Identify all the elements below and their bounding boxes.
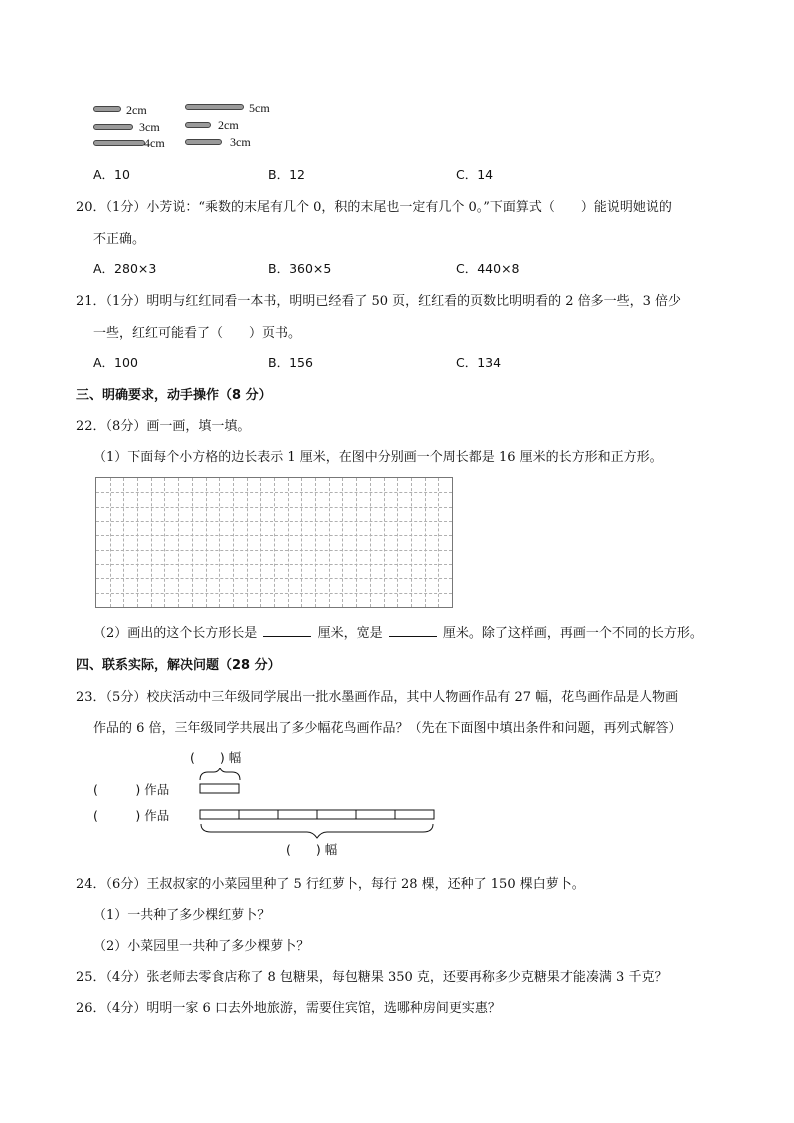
diagram-row1-bar: [199, 782, 241, 796]
section-heading-3: 三、明确要求，动手操作（8 分）: [76, 388, 272, 403]
grid-line: [342, 478, 343, 607]
grid-line: [219, 478, 220, 607]
segment-label: 5cm: [249, 101, 270, 115]
grid-line: [178, 478, 179, 607]
grid-line: [164, 478, 165, 607]
q22-sub2: （2）画出的这个长方形长是 厘米，宽是 厘米。除了这样画，再画一个不同的长方形。: [93, 626, 703, 641]
grid-line: [397, 478, 398, 607]
q20-option-c: C．440×8: [456, 261, 520, 276]
diagram-segment: [200, 784, 239, 793]
grid-line: [260, 478, 261, 607]
diagram-segment: [278, 810, 317, 819]
section-heading-4: 四、联系实际，解决问题（28 分）: [76, 658, 281, 673]
grid-line: [438, 478, 439, 607]
diagram-bottom-brace: [199, 822, 435, 840]
square-grid: [95, 477, 453, 608]
q20-text-cont: 不正确。: [93, 232, 146, 247]
grid-line: [96, 507, 452, 508]
segment-label: 2cm: [126, 103, 147, 117]
segment-label: 4cm: [144, 136, 165, 150]
q21-option-c: C．134: [456, 355, 502, 370]
q21-option-b: B．156: [268, 355, 313, 370]
segment-bar: [185, 104, 244, 110]
grid-line: [96, 535, 452, 536]
answer-blank-width[interactable]: [389, 624, 437, 637]
diagram-row2-bar: [199, 808, 435, 822]
segment-bar: [93, 124, 133, 130]
diagram-segment: [200, 810, 239, 819]
grid-line: [288, 478, 289, 607]
segment-bar: [185, 122, 211, 128]
grid-line: [329, 478, 330, 607]
diagram-top-brace: [196, 768, 244, 782]
grid-line: [96, 521, 452, 522]
q19-option-a: A．10: [93, 167, 130, 182]
grid-line: [411, 478, 412, 607]
answer-blank-length[interactable]: [263, 624, 311, 637]
grid-line: [137, 478, 138, 607]
diagram-segment: [395, 810, 434, 819]
q23-text-cont: 作品的 6 倍，三年级同学共展出了多少幅花鸟画作品？（先在下面图中填出条件和问题，再列式解答）: [93, 721, 682, 736]
q21-option-a: A．100: [93, 355, 138, 370]
diagram-bottom-label: ( ) 幅: [286, 842, 338, 857]
q24-text: 24．（6分）王叔叔家的小菜园里种了 5 行红萝卜，每行 28 棵，还种了 150 棵白萝卜。: [76, 877, 585, 892]
q20-text: 20．（1分）小芳说：“乘数的末尾有几个 0，积的末尾也一定有几个 0。”下面算式（ ）能说明她说的: [76, 200, 672, 215]
grid-line: [206, 478, 207, 607]
grid-line: [370, 478, 371, 607]
diagram-row1-label: ( ) 作品: [93, 782, 170, 797]
q23-text: 23．（5分）校庆活动中三年级同学展出一批水墨画作品，其中人物画作品有 27 幅，花鸟画作品是人物画: [76, 690, 679, 705]
q20-option-a: A．280×3: [93, 261, 157, 276]
segment-bar: [93, 140, 145, 146]
grid-line: [96, 593, 452, 594]
grid-line: [425, 478, 426, 607]
grid-line: [151, 478, 152, 607]
segment-label: 2cm: [218, 118, 239, 132]
grid-line: [384, 478, 385, 607]
q19-option-b: B．12: [268, 167, 305, 182]
grid-line: [274, 478, 275, 607]
grid-line: [233, 478, 234, 607]
q25-text: 25．（4分）张老师去零食店称了 8 包糖果，每包糖果 350 克，还要再称多少克糖果才能凑满 3 千克？: [76, 970, 668, 985]
grid-line: [123, 478, 124, 607]
q21-text-cont: 一些，红红可能看了（ ）页书。: [93, 326, 302, 341]
grid-line: [356, 478, 357, 607]
diagram-top-label: ( ) 幅: [190, 750, 242, 765]
segment-label: 3cm: [139, 120, 160, 134]
diagram-segment: [317, 810, 356, 819]
q24-sub2: （2）小菜园里一共种了多少棵萝卜？: [93, 939, 310, 954]
q22-text: 22．（8分）画一画，填一填。: [76, 419, 251, 434]
diagram-segment: [356, 810, 395, 819]
grid-line: [96, 492, 452, 493]
segment-bar: [185, 139, 222, 145]
q22-sub1: （1）下面每个小方格的边长表示 1 厘米，在图中分别画一个周长都是 16 厘米的长方形和正方形。: [93, 450, 663, 465]
q24-sub1: （1）一共种了多少棵红萝卜？: [93, 908, 271, 923]
q21-text: 21．（1分）明明与红红同看一本书，明明已经看了 50 页，红红看的页数比明明看的 2 倍多一些，3 倍少: [76, 294, 682, 309]
segment-label: 3cm: [230, 135, 251, 149]
q19-option-c: C．14: [456, 167, 494, 182]
grid-line: [96, 578, 452, 579]
grid-line: [315, 478, 316, 607]
grid-line: [96, 550, 452, 551]
diagram-segment: [239, 810, 278, 819]
grid-line: [110, 478, 111, 607]
q26-text: 26．（4分）明明一家 6 口去外地旅游，需要住宾馆，选哪种房间更实惠？: [76, 1001, 501, 1016]
q20-option-b: B．360×5: [268, 261, 332, 276]
grid-line: [301, 478, 302, 607]
segment-bar: [93, 106, 121, 112]
grid-line: [96, 564, 452, 565]
grid-line: [192, 478, 193, 607]
diagram-row2-label: ( ) 作品: [93, 808, 170, 823]
grid-line: [247, 478, 248, 607]
